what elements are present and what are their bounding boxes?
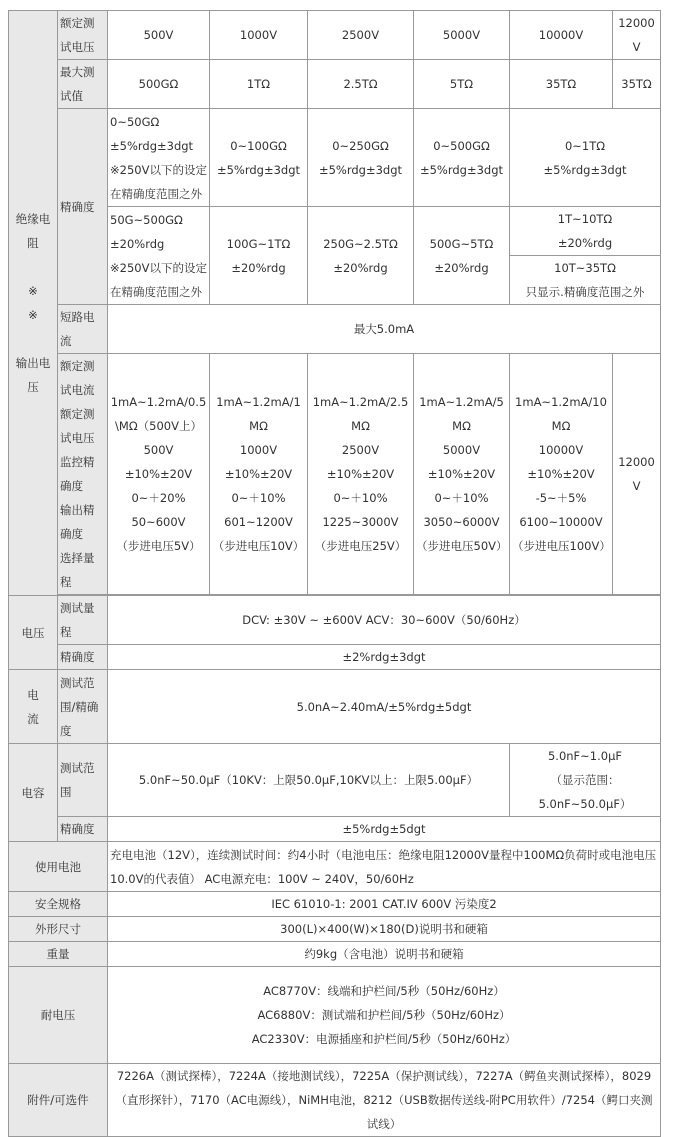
voltage-range-value: DCV: ±30V ~ ±600V ACV：30~600V（50/60Hz）: [108, 596, 661, 645]
current-category: 电 流: [9, 670, 58, 744]
voltage-accuracy-label: 精确度: [58, 645, 108, 670]
voltage-range-label: 测试量程: [58, 596, 108, 645]
accuracy-cell: 100G~1TΩ ±20%rdg: [210, 207, 308, 305]
rated-voltage-cell: 2500V: [308, 11, 414, 60]
rated-voltage-cell: 1000V: [210, 11, 308, 60]
max-value-cell: 500GΩ: [108, 60, 210, 109]
current-label: 测试范围/精确度: [58, 670, 108, 744]
current-value: 5.0nA~2.40mA/±5%rdg±5dgt: [108, 670, 661, 744]
accuracy-cell: 0~50GΩ ±5%rdg±3dgt ※250V以下的设定在精确度范围之外: [108, 109, 210, 207]
max-value-cell: 35TΩ: [613, 60, 661, 109]
capacitance-category: 电容: [9, 744, 58, 842]
accuracy-cell: 500G~5TΩ ±20%rdg: [414, 207, 510, 305]
output-cell: 1mA~1.2mA/1MΩ 1000V ±10%±20V 0~＋10% 601~1200V （步进电压10V）: [210, 354, 308, 595]
rated-voltage-cell: 10000V: [510, 11, 613, 60]
max-value-cell: 1TΩ: [210, 60, 308, 109]
accuracy-label: 精确度: [58, 109, 108, 305]
max-value-cell: 5TΩ: [414, 60, 510, 109]
voltage-category: 电压: [9, 596, 58, 670]
rated-voltage-label: 额定测试电压: [58, 11, 108, 60]
rated-voltage-cell: 12000V: [613, 11, 661, 60]
weight-label: 重量: [9, 942, 108, 967]
dimensions-value: 300(L)×400(W)×180(D)说明书和硬箱: [108, 917, 661, 942]
output-cell: 1mA~1.2mA/2.5MΩ 2500V ±10%±20V 0~＋10% 1225~3000V （步进电压25V）: [308, 354, 414, 595]
accuracy-cell: 0~500GΩ ±5%rdg±3dgt: [414, 109, 510, 207]
accessories-value: 7226A（测试探棒），7224A（接地测试线），7225A（保护测试线），7227A（鳄鱼夹测试探棒），8029（直形探针），7170（AC电源线），NiMH电池，8212（USB数据传送线-附PC用软件）/7254（鳄口夹测试线）: [108, 1064, 661, 1137]
spec-table: [8, 10, 661, 1137]
short-circuit-label: 短路电流: [58, 305, 108, 354]
capacitance-accuracy-value: ±5%rdg±5dgt: [108, 817, 661, 842]
dimensions-label: 外形尺寸: [9, 917, 108, 942]
output-cell: 12000V: [613, 354, 661, 595]
withstand-value: AC8770V：线端和护栏间/5秒（50Hz/60Hz） AC6880V：测试端和护栏间/5秒（50Hz/60Hz） AC2330V：电源插座和护栏间/5秒（50Hz/60Hz）: [108, 967, 661, 1064]
battery-label: 使用电池: [9, 842, 108, 892]
safety-label: 安全规格: [9, 892, 108, 917]
accuracy-cell: 0~1TΩ ±5%rdg±3dgt: [510, 109, 661, 207]
insulation-category: 绝缘电阻 ※ ※ 输出电压: [9, 11, 58, 596]
battery-value: 充电电池（12V），连续测试时间：约4小时（电池电压：绝缘电阻12000V量程中100MΩ负荷时或电池电压10.0V的代表值） AC电源充电：100V ~ 240V，50/60Hz: [108, 842, 661, 892]
output-labels: 额定测试电流 额定测试电压 监控精确度 输出精确度 选择量程: [58, 354, 108, 595]
output-cell: 1mA~1.2mA/10MΩ 10000V ±10%±20V -5~＋5% 6100~10000V （步进电压100V）: [510, 354, 613, 595]
accuracy-cell: 50G~500GΩ ±20%rdg ※250V以下的设定在精确度范围之外: [108, 207, 210, 305]
accuracy-cell: 10T~35TΩ 只显示.精确度范围之外: [510, 256, 661, 305]
capacitance-range-label: 测试范围: [58, 744, 108, 817]
safety-value: IEC 61010-1: 2001 CAT.IV 600V 污染度2: [108, 892, 661, 917]
short-circuit-value: 最大5.0mA: [108, 305, 661, 354]
max-value-label: 最大测试值: [58, 60, 108, 109]
output-cell: 1mA~1.2mA/0.5\MΩ（500V上） 500V ±10%±20V 0~＋20% 50~600V （步进电压5V）: [108, 354, 210, 595]
accuracy-cell: 250G~2.5TΩ ±20%rdg: [308, 207, 414, 305]
rated-voltage-cell: 5000V: [414, 11, 510, 60]
output-cell: 1mA~1.2mA/5MΩ 5000V ±10%±20V 0~＋10% 3050~6000V （步进电压50V）: [414, 354, 510, 595]
capacitance-range-value-high: 5.0nF~1.0μF （显示范围： 5.0nF~50.0μF）: [510, 744, 661, 817]
accessories-label: 附件/可选件: [9, 1064, 108, 1137]
accuracy-cell: 0~100GΩ ±5%rdg±3dgt: [210, 109, 308, 207]
capacitance-accuracy-label: 精确度: [58, 817, 108, 842]
rated-voltage-cell: 500V: [108, 11, 210, 60]
capacitance-range-value: 5.0nF~50.0μF（10KV：上限50.0μF,10KV以上：上限5.00μF）: [108, 744, 510, 817]
voltage-accuracy-value: ±2%rdg±3dgt: [108, 645, 661, 670]
weight-value: 约9kg（含电池）说明书和硬箱: [108, 942, 661, 967]
accuracy-cell: 0~250GΩ ±5%rdg±3dgt: [308, 109, 414, 207]
max-value-cell: 35TΩ: [510, 60, 613, 109]
withstand-label: 耐电压: [9, 967, 108, 1064]
max-value-cell: 2.5TΩ: [308, 60, 414, 109]
accuracy-cell: 1T~10TΩ ±20%rdg: [510, 207, 661, 256]
